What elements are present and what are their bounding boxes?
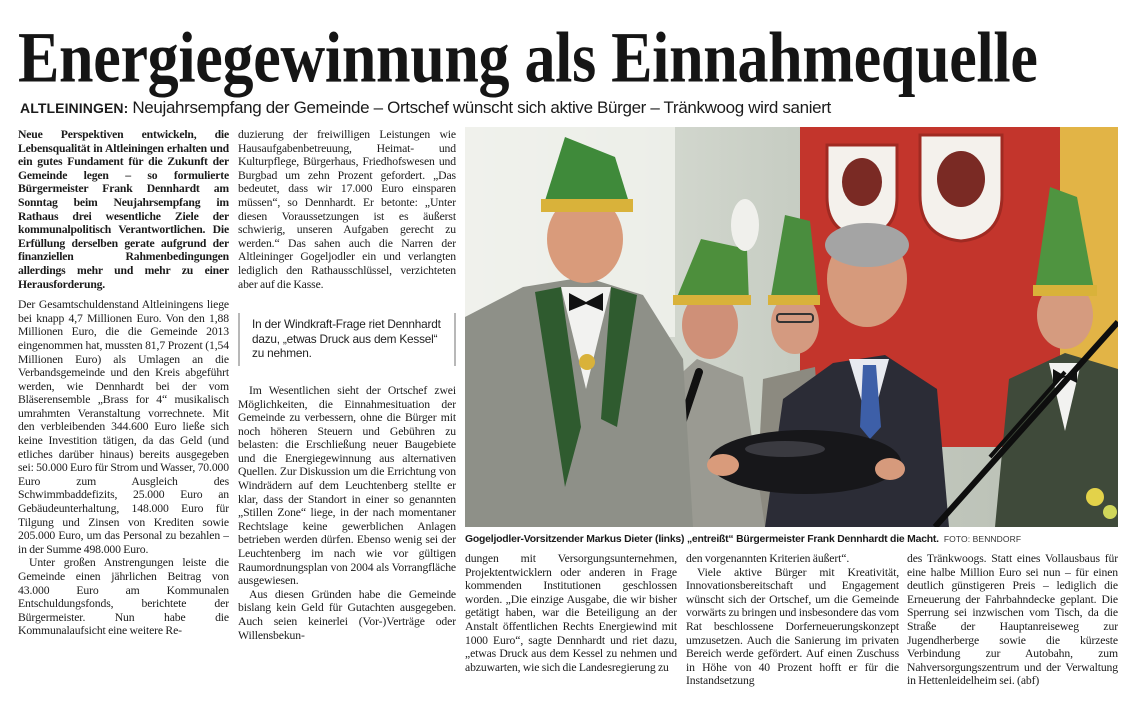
- body-paragraph: Im Wesentlichen sieht der Ortschef zwei Möglichkeiten, die Einnahmesituation der Gemeinde zu verbessern, ohne die Bürger mit noch höheren Steuern und Gebühren zu belasten: die Erschließung neuer Baugebiete und die Energiegewinnung aus alternativen Quellen. Zur Diskussion um die Errichtung von Windrädern auf dem Leuchtenberg stellte er klar, dass der Standort in einer so genannten „Stillen Zone“ liege, in der nach momentaner Rechtslage keine gewerblichen Anlagen betrieben werden dürfen. Ebenso wenig sei der Leuchtenberg im nach wie vor gültigen Raumordnungsplan von 2004 als Vorrangfläche ausgewiesen.: [238, 383, 456, 588]
- chain-medal: [579, 354, 595, 370]
- body-paragraph: Viele aktive Bürger mit Kreativität, Innovationsbereitschaft und Engagement wünscht sich der Ortschef, um die Gemeinde vorwärts zu bringen und insbesondere das vom Rat beschlossene Dorferneuerungskonzept umzusetzen. Auch die Sanierung im privaten Bereich werde gefördert. Auf einen Zuschuss in Höhe von 40 Prozent hofft er für die Instandsetzung: [686, 565, 899, 688]
- flower-decoration: [1086, 488, 1104, 506]
- jester-hat-band: [1033, 285, 1097, 296]
- body-paragraph: dungen mit Versorgungsunternehmen, Projektentwicklern oder anderen in Frage kommenden Institutionen geschlossen worden. „Die einzige Ausgabe, die wir bisher getätigt haben, war die Beteiligung an der Anstalt öffentlichen Rechts Energiewind mit 1000 Euro“, sagte Dennhardt und riet dazu, „etwas Druck aus dem Kessel zu nehmen und abzuwarten, wie sich die Landesregierung zu: [465, 552, 677, 674]
- jester-hat-band: [673, 295, 751, 305]
- pull-quote: In der Windkraft-Frage riet Dennhardt dazu, „etwas Druck aus dem Kessel“ zu nehmen.: [238, 313, 456, 366]
- hand: [707, 454, 739, 476]
- article-column-4: [686, 552, 899, 719]
- hand: [875, 458, 905, 480]
- article-column-2: [238, 128, 456, 718]
- body-paragraph: des Tränkwoogs. Statt eines Vollausbaus für eine halbe Million Euro sei nun – für einen deutlich günstigeren Preis – lediglich die Erneuerung der Fahrbahndecke geplant. Die Sperrung sei inzwischen vom Tisch, da die Straße der Hauptanreiseweg zur Jugendherberge sowie die kürzeste Verbindung zur Autobahn, zum Nahversorgungszentrum und der Verwaltung in Hettenleidelheim sei. (abf): [907, 552, 1118, 688]
- article-column-5: [907, 552, 1118, 719]
- flower-decoration: [1103, 505, 1117, 519]
- photo-credit: FOTO: BENNDORF: [943, 534, 1022, 544]
- eagle-icon: [937, 151, 985, 207]
- body-paragraph: Unter großen Anstrengungen leiste die Gemeinde einen jährlichen Beitrag von 43.000 Euro am Kommunalen Entschuldungsfonds, berichtete der Bürgermeister. Nun habe die Kommunalaufsicht eine weitere Re-: [18, 556, 229, 638]
- body-paragraph: den vorgenannten Kriterien äußert“.: [686, 552, 850, 565]
- body-paragraph: Der Gesamtschuldenstand Altleiningens liege bei knapp 4,7 Millionen Euro. Von den 1,88 Millionen Euro, die die Gemeinde 2013 eingenommen hat, mussten 81,7 Prozent (1,54 Millionen Euro) als Umlagen an die Verbandsgemeinde und den Kreis abgeführt werden, wie Dennhardt bei der vom Bläserensemble „Brass for 4“ musikalisch umrahmten Veranstaltung vorrechnete. Mit den verbleibenden 344.600 Euro ließe sich keine Investition tätigen, da das Geld (und etliches darüber hinaus) bereits ausgegeben sei: 50.000 Euro für Strom und Wasser, 70.000 Euro zum Ausgleich des Schwimmbaddefizits, 25.000 Euro an Gebäudeunterhaltung, 148.000 Euro für Tilgung und Zinsen von Krediten sowie 205.000 Euro, um das Personal zu bezahlen – in der Summe 498.000 Euro.: [18, 298, 229, 556]
- jester-hat-band: [768, 295, 820, 305]
- photo-caption: [465, 531, 1118, 547]
- location-kicker: ALTLEININGEN:: [20, 100, 129, 116]
- article-column-1: [18, 128, 229, 718]
- photo-caption-text: Gogeljodler-Vorsitzender Markus Dieter (links) „entreißt“ Bürgermeister Frank Dennhardt die Macht.: [465, 534, 939, 545]
- article-column-3: [465, 552, 677, 719]
- cushion-highlight: [745, 441, 825, 457]
- eagle-icon: [842, 158, 882, 206]
- body-paragraph: duzierung der freiwilligen Leistungen wie Hausaufgabenbetreuung, Heimat- und Kulturpflege, Bürgerhaus, Friedhofswesen und Burgbad um zehn Prozent gefordert. „Das bedeutet, dass wir 17.000 Euro einsparen müssen“, so Dennhardt. Er betonte: „Unter diesen Voraussetzungen ist es äußerst schwierig, unseren Aufgaben gerecht zu werden.“ Das sahen auch die Narren der Altleininger Gogeljodler ein und verlangten lediglich den Rathausschlüssel, verzichteten aber auf die Kasse.: [238, 128, 456, 291]
- person-center-hair: [825, 223, 909, 267]
- subheadline: [20, 97, 831, 119]
- body-paragraph: Aus diesen Gründen habe die Gemeinde bislang kein Geld für Gutachten ausgegeben. Auch seien keinerlei (Vor-)Verträge oder Willensbekun-: [238, 587, 456, 642]
- hat-feather: [731, 199, 759, 251]
- lead-paragraph: Neue Perspektiven entwickeln, die Lebensqualität in Altleiningen erhalten und ein gutes Fundament für die Zukunft der Gemeinde legen – so formulierte Bürgermeister Frank Dennhardt am Sonntag beim Neujahrsempfang im Rathaus drei wesentliche Ziele der kommunalpolitisch Verantwortlichen. Die Erfüllung derselben gerate aufgrund der finanziellen Rahmenbedingungen allerdings mehr und mehr zu einer Herausforderung.: [18, 128, 229, 291]
- jester-hat-band: [541, 199, 633, 212]
- article-photo: [465, 127, 1118, 527]
- subheadline-text: Neujahrsempfang der Gemeinde – Ortschef wünscht sich aktive Bürger – Tränkwoog wird saniert: [132, 98, 831, 117]
- headline: Energiegewinnung als Einnahmequelle: [18, 18, 1038, 99]
